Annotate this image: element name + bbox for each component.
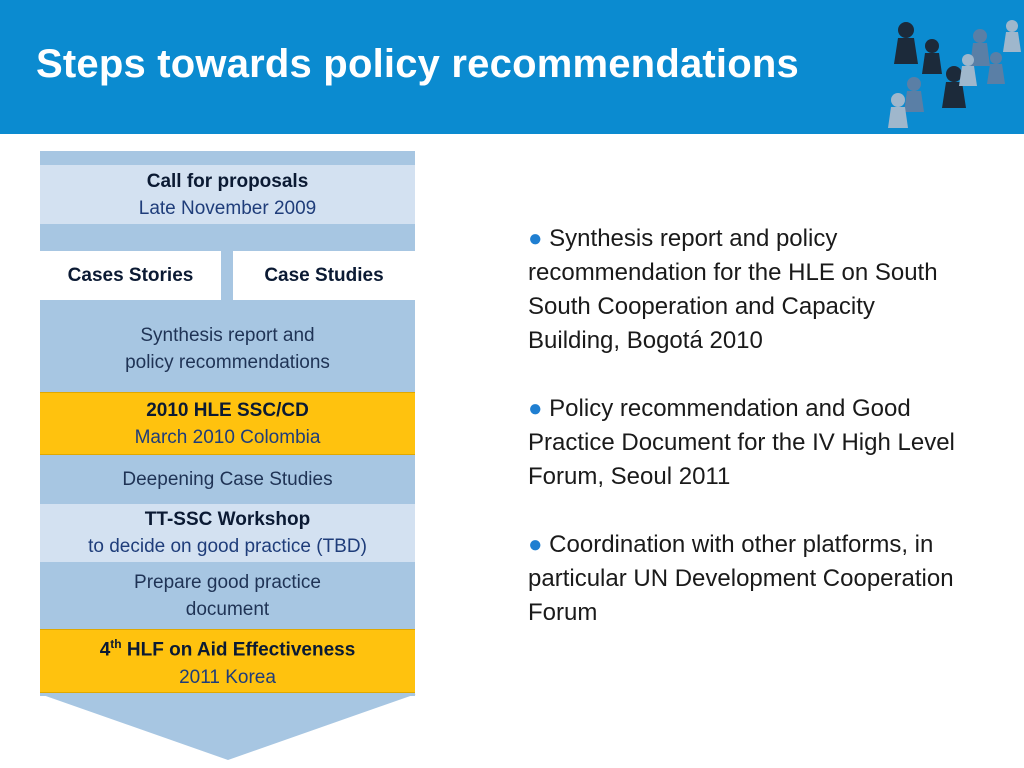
hlf-title: HLF on Aid Effectiveness bbox=[121, 639, 356, 661]
page-title: Steps towards policy recommendations bbox=[36, 42, 799, 86]
call-date: Late November 2009 bbox=[138, 197, 317, 219]
hle-box bbox=[40, 392, 415, 455]
call-title: Call for proposals bbox=[146, 170, 309, 192]
workshop-box bbox=[40, 504, 415, 562]
bullet-dot-icon: ● bbox=[528, 395, 543, 422]
prepare-line1: Prepare good practice bbox=[134, 572, 321, 593]
prepare-box bbox=[40, 566, 415, 626]
hlf-box bbox=[40, 629, 415, 693]
bullet-list bbox=[528, 222, 968, 664]
bullet-item bbox=[528, 392, 968, 494]
header-bar bbox=[0, 0, 1024, 134]
hlf-number: 4 bbox=[99, 639, 111, 661]
bullet-item bbox=[528, 222, 968, 358]
case-studies-box: Case Studies bbox=[233, 251, 415, 300]
synthesis-box bbox=[40, 318, 415, 380]
bullet-text: Synthesis report and policy recommendation for the HLE on South South Cooperation and Capacity Building, Bogotá 2010 bbox=[528, 225, 938, 354]
pawn-figures-icon bbox=[884, 8, 1024, 134]
bullet-text: Coordination with other platforms, in particular UN Development Cooperation Forum bbox=[528, 531, 954, 626]
bullet-dot-icon: ● bbox=[528, 225, 543, 252]
bullet-dot-icon: ● bbox=[528, 531, 543, 558]
hlf-sub: 2011 Korea bbox=[179, 666, 276, 688]
arrow-head-icon bbox=[40, 694, 416, 760]
cases-stories-box: Cases Stories bbox=[40, 251, 221, 300]
call-for-proposals-box bbox=[40, 165, 415, 224]
hle-date: March 2010 Colombia bbox=[134, 426, 321, 448]
workshop-sub: to decide on good practice (TBD) bbox=[88, 536, 367, 557]
deepening-box: Deepening Case Studies bbox=[40, 458, 415, 500]
workshop-title: TT-SSC Workshop bbox=[144, 509, 311, 530]
bullet-text: Policy recommendation and Good Practice Document for the IV High Level Forum, Seoul 2011 bbox=[528, 395, 955, 490]
synthesis-line2: policy recommendations bbox=[125, 352, 330, 373]
prepare-line2: document bbox=[185, 599, 270, 620]
bullet-item bbox=[528, 528, 968, 630]
hlf-sup: th bbox=[110, 637, 122, 652]
hle-title: 2010 HLE SSC/CD bbox=[146, 399, 309, 421]
synthesis-line1: Synthesis report and bbox=[140, 325, 315, 346]
